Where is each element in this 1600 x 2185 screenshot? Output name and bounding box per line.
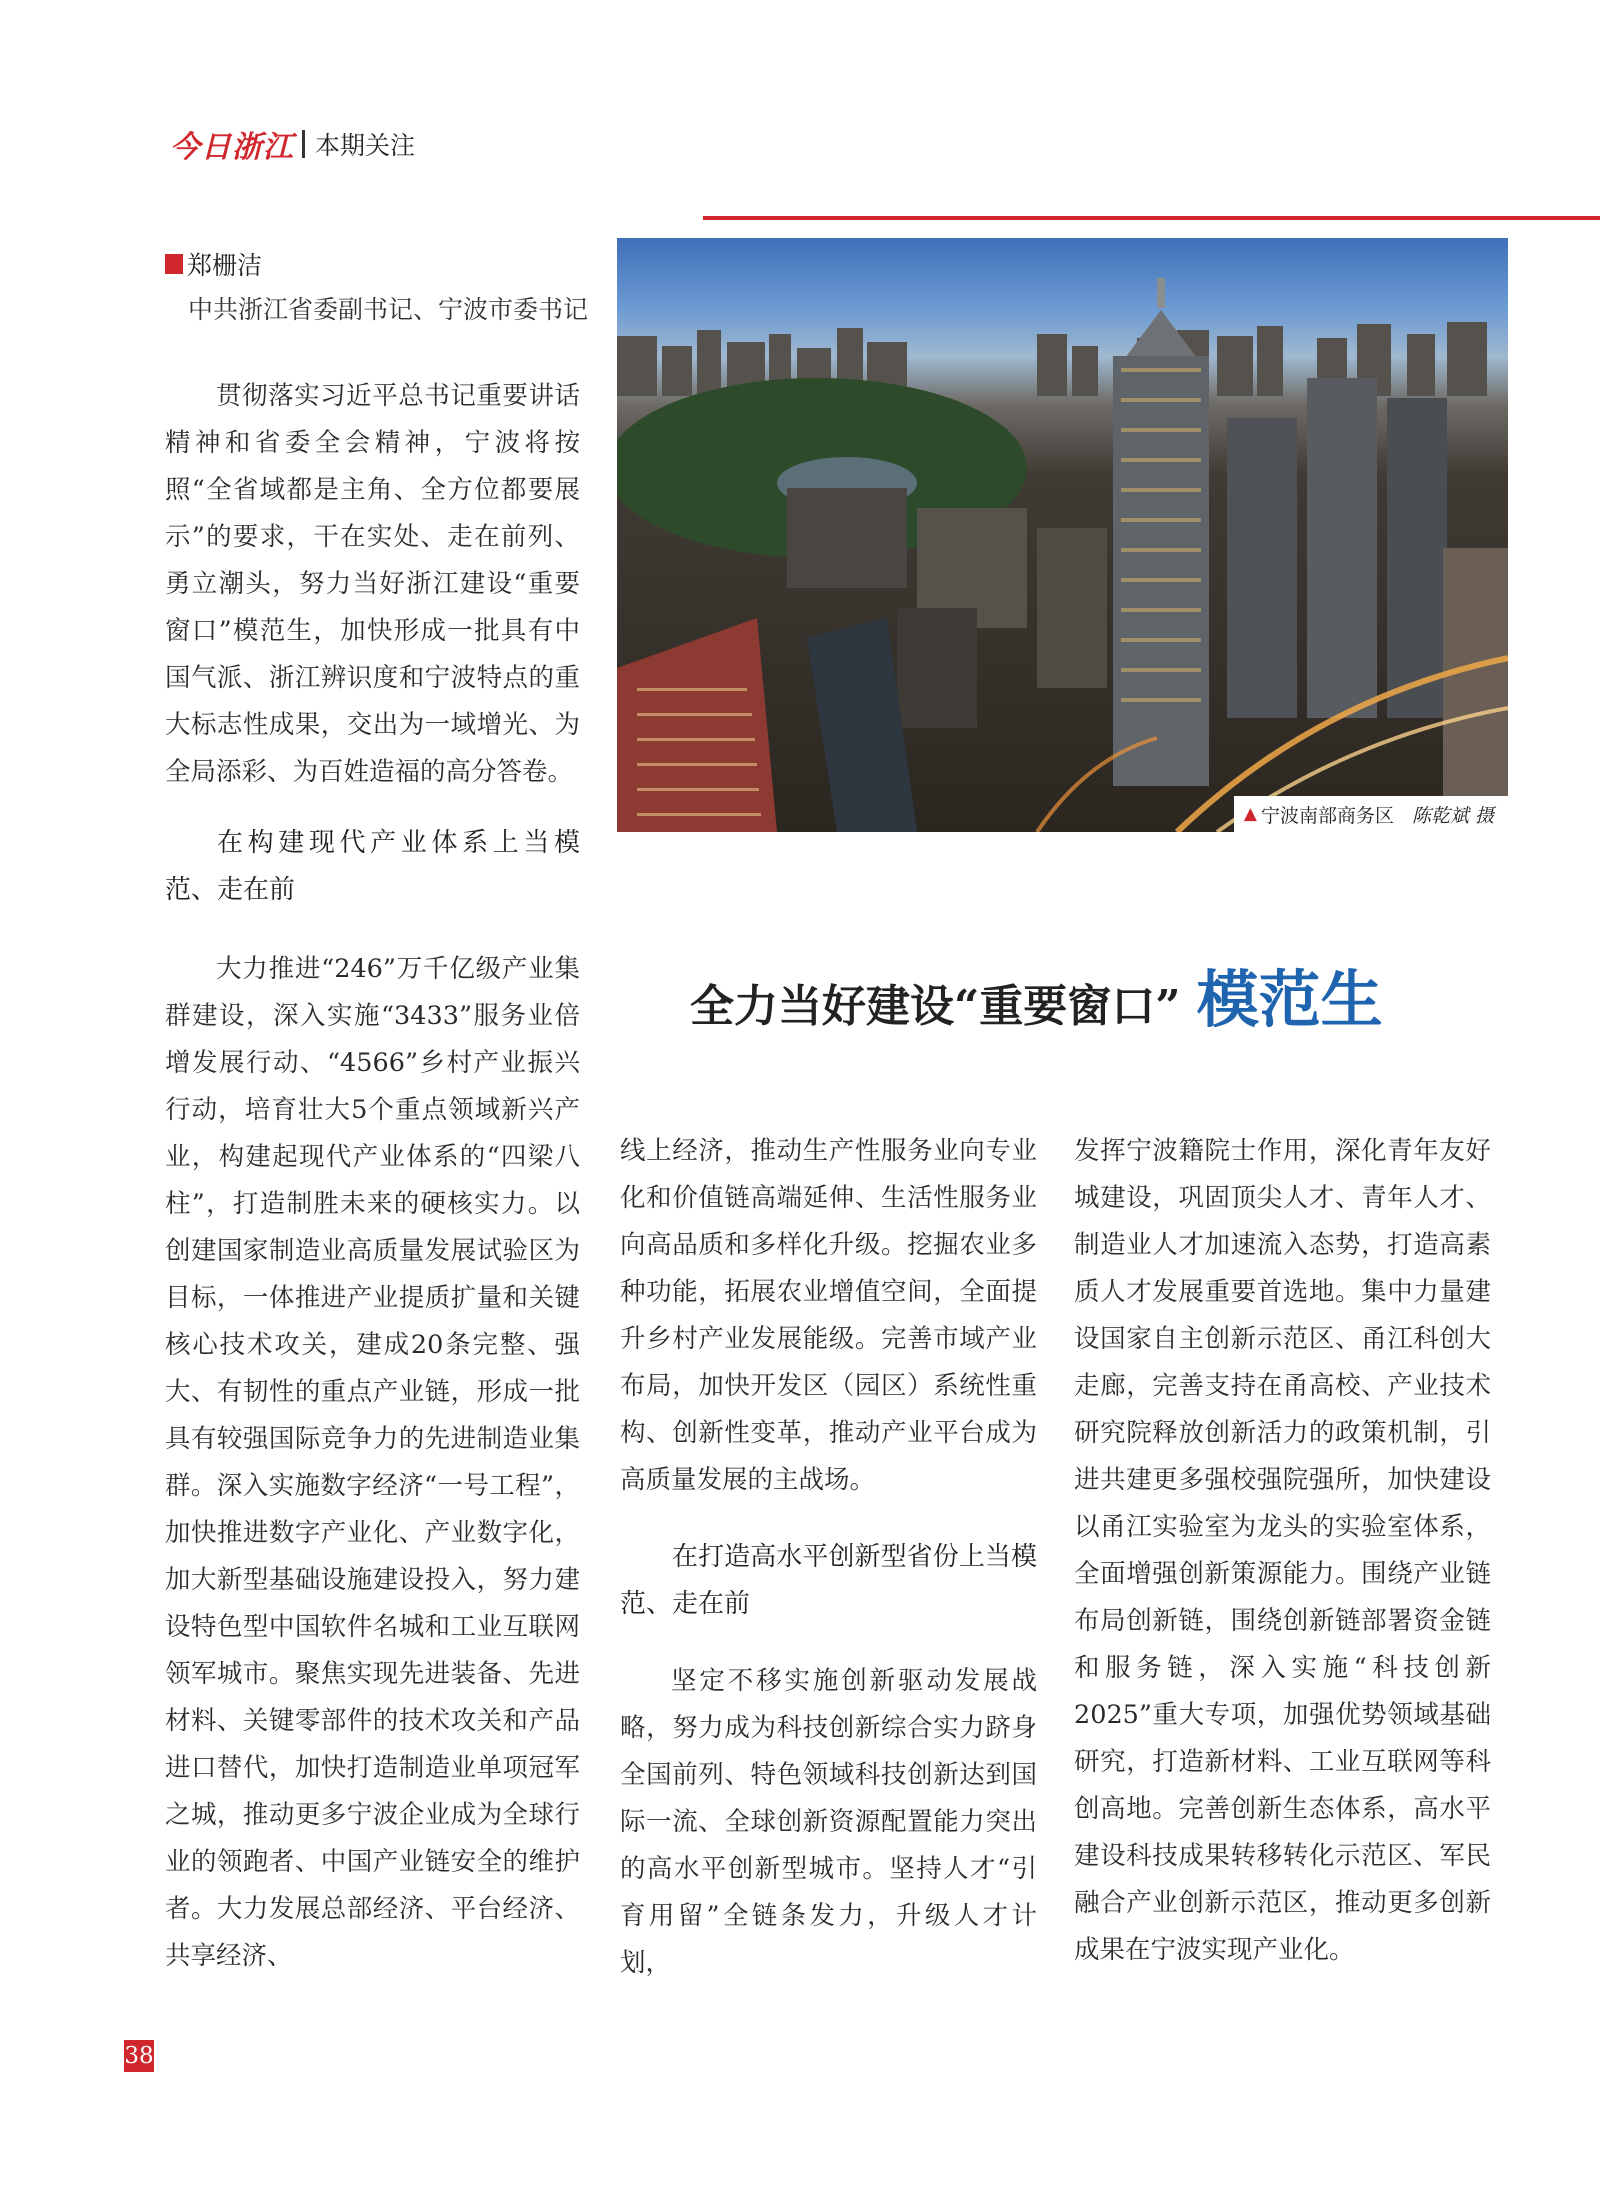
- author-title: 中共浙江省委副书记、宁波市委书记: [188, 295, 589, 324]
- article-title: [690, 950, 1383, 1039]
- section1-paragraph-part1: 大力推进“246”万千亿级产业集群建设，深入实施“3433”服务业倍增发展行动、“4566”乡村产业振兴行动，培育壮大5个重点领域新兴产业，构建起现代产业体系的“四梁八柱”，打造制胜未来的硬核实力。以创建国家制造业高质量发展试验区为目标，一体推进产业提质扩量和关键核心技术攻关，建成20条完整、强大、有韧性的重点产业链，形成一批具有较强国际竞争力的先进制造业集群。深入实施数字经济“一号工程”，加快推进数字产业化、产业数字化，加大新型基础设施建设投入，努力建设特色型中国软件名城和工业互联网领军城市。聚焦实现先进装备、先进材料、关键零部件的技术攻关和产品进口替代，加快打造制造业单项冠军之城，推动更多宁波企业成为全球行业的领跑者、中国产业链安全的维护者。大力发展总部经济、平台经济、共享经济、: [165, 954, 580, 1971]
- photo-caption-text: 宁波南部商务区: [1260, 804, 1394, 827]
- title-prefix: 全力当好建设“重要窗口”: [690, 981, 1181, 1032]
- section2-paragraph-part2: 发挥宁波籍院士作用，深化青年友好城建设，巩固顶尖人才、青年人才、制造业人才加速流入态势，打造高素质人才发展重要首选地。集中力量建设国家自主创新示范区、甬江科创大走廊，完善支持在甬高校、产业技术研究院释放创新活力的政策机制，引进共建更多强校强院强所，加快建设以甬江实验室为龙头的实验室体系，全面增强创新策源能力。围绕产业链布局创新链，围绕创新链部署资金链和服务链，深入实施“科技创新2025”重大专项，加强优势领域基础研究，打造新材料、工业互联网等科创高地。完善创新生态体系，高水平建设科技成果转移转化示范区、军民融合产业创新示范区，推动更多创新成果在宁波实现产业化。: [1074, 1136, 1491, 1965]
- section2-heading: 在打造高水平创新型省份上当模范、走在前: [620, 1542, 1037, 1619]
- intro-paragraph: 贯彻落实习近平总书记重要讲话精神和省委全会精神，宁波将按照“全省域都是主角、全方位都要展示”的要求，干在实处、走在前列、勇立潮头，努力当好浙江建设“重要窗口”模范生，加快形成一批具有中国气派、浙江辨识度和宁波特点的重大标志性成果，交出为一域增光、为全局添彩、为百姓造福的高分答卷。: [165, 381, 580, 787]
- column-1: [165, 373, 580, 1980]
- author-name: [165, 246, 262, 282]
- page-number: 38: [124, 2040, 154, 2072]
- title-highlight: 模范生: [1196, 963, 1383, 1036]
- section-label: 本期关注: [315, 131, 416, 160]
- author-name-text: 郑栅洁: [187, 251, 263, 280]
- column-3: [1074, 1128, 1491, 1974]
- photo-credit: 陈乾斌 摄: [1411, 804, 1494, 827]
- section1-heading: 在构建现代产业体系上当模范、走在前: [165, 828, 580, 905]
- header-divider: [302, 130, 305, 158]
- magazine-logo: 今日浙江: [170, 130, 294, 165]
- photo-caption: [1234, 796, 1508, 832]
- cityscape-photo: [617, 238, 1508, 832]
- red-rule: [703, 216, 1600, 220]
- column-2: [620, 1128, 1037, 1987]
- section2-paragraph-part1: 坚定不移实施创新驱动发展战略，努力成为科技创新综合实力跻身全国前列、特色领域科技创新达到国际一流、全球创新资源配置能力突出的高水平创新型城市。坚持人才“引育用留”全链条发力，升级人才计划，: [620, 1666, 1037, 1978]
- section1-paragraph-part2: 线上经济，推动生产性服务业向专业化和价值链高端延伸、生活性服务业向高品质和多样化升级。挖掘农业多种功能，拓展农业增值空间，全面提升乡村产业发展能级。完善市域产业布局，加快开发区（园区）系统性重构、创新性变革，推动产业平台成为高质量发展的主战场。: [620, 1136, 1037, 1495]
- red-square-icon: [165, 254, 183, 274]
- page-header: [170, 124, 415, 164]
- skyline-illustration: [617, 238, 1508, 832]
- triangle-marker-icon: ▲: [1243, 804, 1257, 824]
